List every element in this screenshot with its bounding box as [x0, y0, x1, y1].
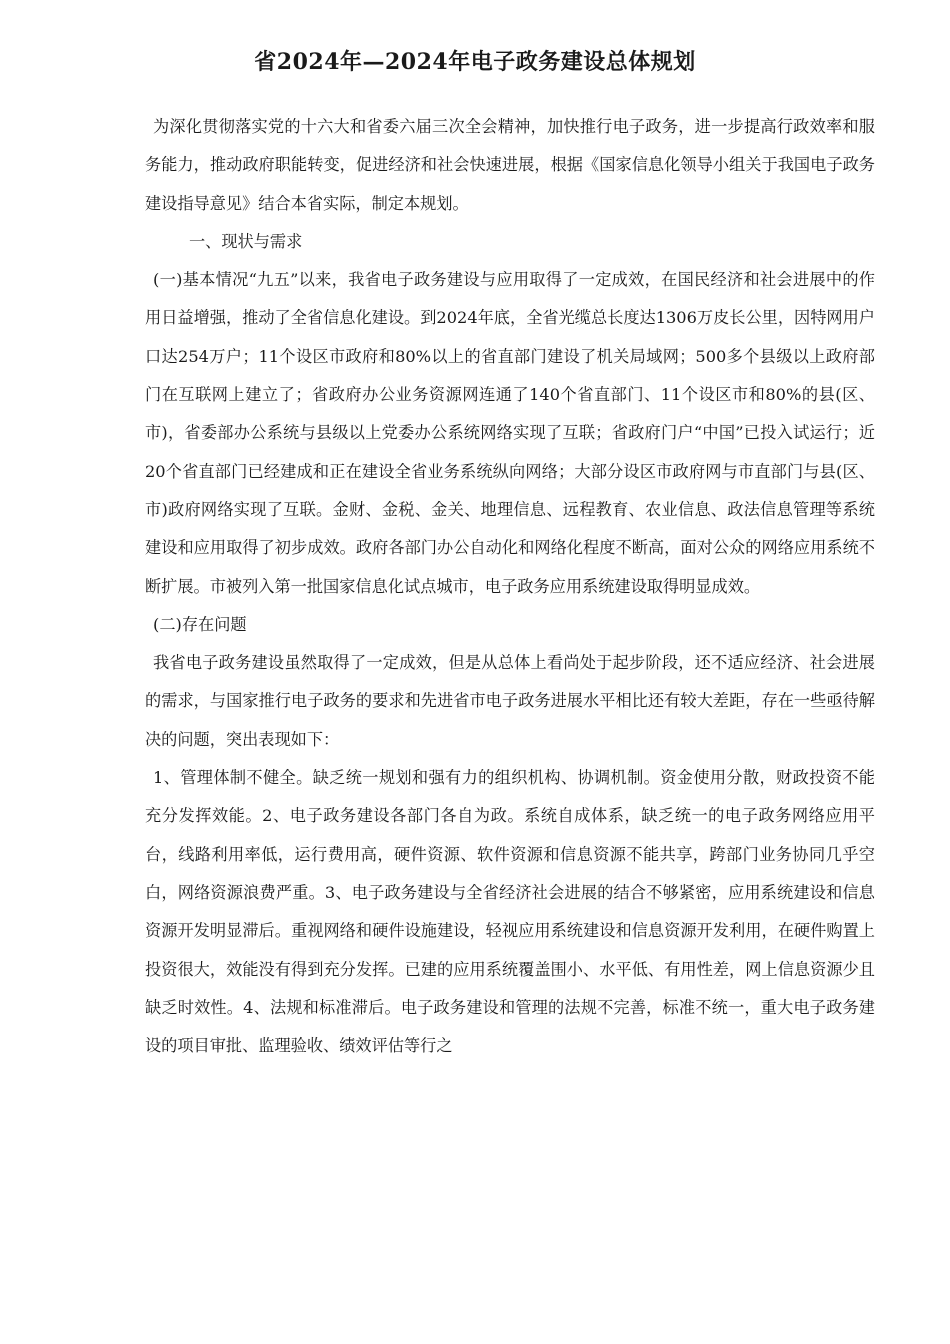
document-body — [145, 108, 875, 1065]
status-paragraph: (一)基本情况“九五”以来，我省电子政务建设与应用取得了一定成效，在国民经济和社会进展中的作用日益增强，推动了全省信息化建设。到2024年底，全省光缆总长度达1306万皮长公里，因特网用户口达254万户；11个设区市政府和80%以上的省直部门建设了机关局域网；500多个县级以上政府部门在互联网上建立了；省政府办公业务资源网连通了140个省直部门、11个设区市和80%的县(区、市)，省委部办公系统与县级以上党委办公系统网络实现了互联；省政府门户“中国”已投入试运行；近20个省直部门已经建成和正在建设全省业务系统纵向网络；大部分设区市政府网与市直部门与县(区、市)政府网络实现了互联。金财、金税、金关、地理信息、远程教育、农业信息、政法信息管理等系统建设和应用取得了初步成效。政府各部门办公自动化和网络化程度不断高，面对公众的网络应用系统不断扩展。市被列入第一批国家信息化试点城市，电子政务应用系统建设取得明显成效。 — [145, 270, 875, 596]
subsection-heading: (二)存在问题 — [153, 614, 247, 634]
document-title: 省2024年—2024年电子政务建设总体规划 — [254, 49, 696, 75]
problems-intro-paragraph: 我省电子政务建设虽然取得了一定成效，但是从总体上看尚处于起步阶段，还不适应经济、社会进展的需求，与国家推行电子政务的要求和先进省市电子政务进展水平相比还有较大差距，存在一些亟待解决的问题，突出表现如下： — [145, 653, 875, 749]
problems-list-paragraph: 1、管理体制不健全。缺乏统一规划和强有力的组织机构、协调机制。资金使用分散，财政投资不能充分发挥效能。2、电子政务建设各部门各自为政。系统自成体系，缺乏统一的电子政务网络应用平台，线路利用率低，运行费用高，硬件资源、软件资源和信息资源不能共享，跨部门业务协同几乎空白，网络资源浪费严重。3、电子政务建设与全省经济社会进展的结合不够紧密，应用系统建设和信息资源开发明显滞后。重视网络和硬件设施建设，轻视应用系统建设和信息资源开发利用，在硬件购置上投资很大，效能没有得到充分发挥。已建的应用系统覆盖围小、水平低、有用性差，网上信息资源少且缺乏时效性。4、法规和标准滞后。电子政务建设和管理的法规不完善，标准不统一，重大电子政务建设的项目审批、监理验收、绩效评估等行之 — [145, 768, 875, 1056]
section-heading: 一、现状与需求 — [189, 231, 303, 251]
intro-paragraph: 为深化贯彻落实党的十六大和省委六届三次全会精神，加快推行电子政务，进一步提高行政效率和服务能力，推动政府职能转变，促进经济和社会快速进展，根据《国家信息化领导小组关于我国电子政务建设指导意见》结合本省实际，制定本规划。 — [145, 117, 875, 213]
